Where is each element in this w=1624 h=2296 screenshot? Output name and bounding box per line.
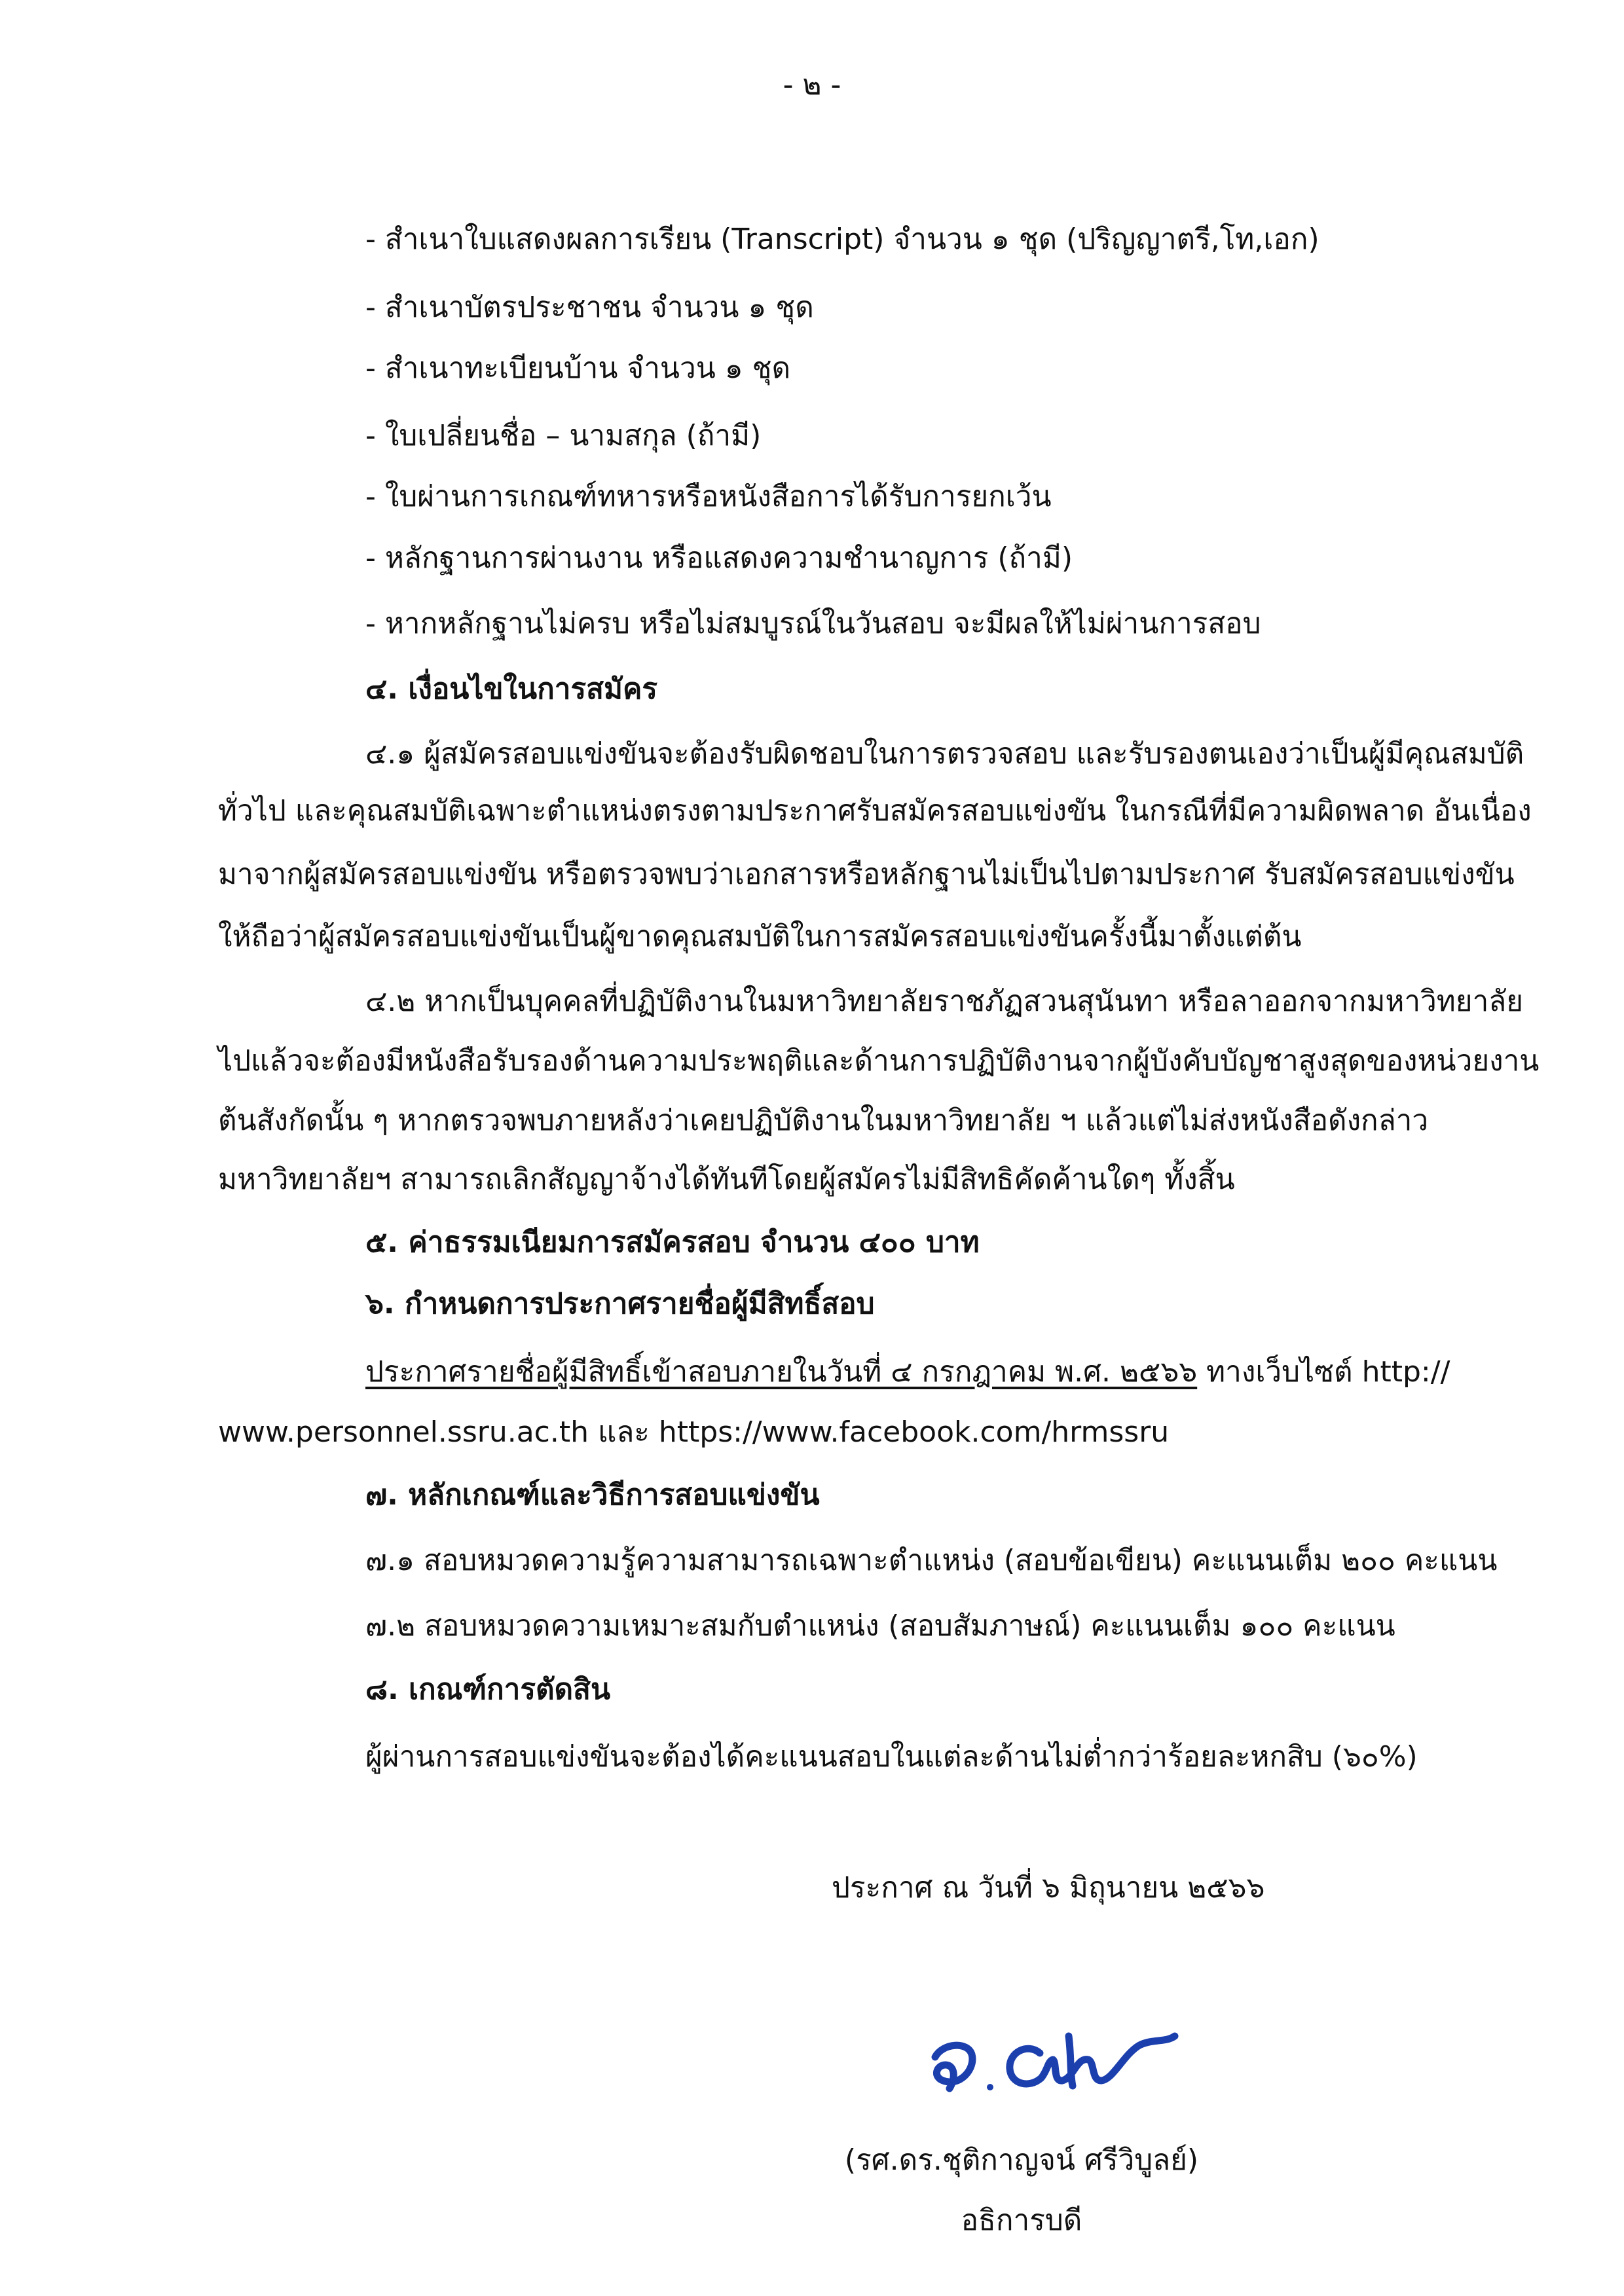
- paragraph-line: ให้ถือว่าผู้สมัครสอบแข่งขันเป็นผู้ขาดคุณสมบัติในการสมัครสอบแข่งขันครั้งนี้มาตั้งแต่ต้น: [218, 920, 1302, 953]
- exam-criteria-item: ๗.๒ สอบหมวดความเหมาะสมกับตำแหน่ง (สอบสัมภาษณ์) คะแนนเต็ม ๑๐๐ คะแนน: [365, 1609, 1395, 1643]
- section-5-heading: ๕. ค่าธรรมเนียมการสมัครสอบ จำนวน ๔๐๐ บาท: [365, 1226, 980, 1259]
- paragraph-line: ๔.๒ หากเป็นบุคคลที่ปฏิบัติงานในมหาวิทยาลัยราชภัฏสวนสุนันทา หรือลาออกจากมหาวิทยาลัย: [365, 985, 1524, 1018]
- section-4-heading: ๔. เงื่อนไขในการสมัคร: [365, 672, 658, 706]
- list-item: - หลักฐานการผ่านงาน หรือแสดงความชำนาญการ (ถ้ามี): [365, 541, 1073, 575]
- exam-criteria-item: ๗.๑ สอบหมวดความรู้ความสามารถเฉพาะตำแหน่ง (สอบข้อเขียน) คะแนนเต็ม ๒๐๐ คะแนน: [365, 1544, 1498, 1577]
- paragraph-line: มหาวิทยาลัยฯ สามารถเลิกสัญญาจ้างได้ทันทีโดยผู้สมัครไม่มีสิทธิคัดค้านใดๆ ทั้งสิ้น: [218, 1163, 1235, 1196]
- paragraph-line: ต้นสังกัดนั้น ๆ หากตรวจพบภายหลังว่าเคยปฏิบัติงานในมหาวิทยาลัย ฯ แล้วแต่ไม่ส่งหนังสือดังกล่าว: [218, 1104, 1429, 1137]
- website-urls: www.personnel.ssru.ac.th และ https://www.facebook.com/hrmssru: [218, 1415, 1170, 1449]
- website-label: ทางเว็บไซต์ http://: [1197, 1355, 1450, 1389]
- paragraph-line: มาจากผู้สมัครสอบแข่งขัน หรือตรวจพบว่าเอกสารหรือหลักฐานไม่เป็นไปตามประกาศ รับสมัครสอบแข่งขัน: [218, 858, 1515, 891]
- paragraph-line: ๔.๑ ผู้สมัครสอบแข่งขันจะต้องรับผิดชอบในการตรวจสอบ และรับรองตนเองว่าเป็นผู้มีคุณสมบัติ: [365, 737, 1524, 771]
- announcement-date: ประกาศ ณ วันที่ ๖ มิถุนายน ๒๕๖๖: [832, 1871, 1265, 1904]
- list-item: - หากหลักฐานไม่ครบ หรือไม่สมบูรณ์ในวันสอบ จะมีผลให้ไม่ผ่านการสอบ: [365, 607, 1261, 640]
- list-item: - สำเนาใบแสดงผลการเรียน (Transcript) จำนวน ๑ ชุด (ปริญญาตรี,โท,เอก): [365, 223, 1320, 256]
- signatory-title: อธิการบดี: [961, 2204, 1082, 2237]
- signatory-name: (รศ.ดร.ชุติกาญจน์ ศรีวิบูลย์): [844, 2143, 1199, 2177]
- section-8-heading: ๘. เกณฑ์การตัดสิน: [365, 1673, 611, 1706]
- announcement-date-underlined: ประกาศรายชื่อผู้มีสิทธิ์เข้าสอบภายในวันที่ ๔ กรกฎาคม พ.ศ. ๒๕๖๖: [365, 1355, 1198, 1389]
- list-item: - สำเนาทะเบียนบ้าน จำนวน ๑ ชุด: [365, 352, 791, 385]
- section-6-heading: ๖. กำหนดการประกาศรายชื่อผู้มีสิทธิ์สอบ: [365, 1287, 875, 1321]
- signature-image: [917, 1997, 1205, 2108]
- list-item: - ใบเปลี่ยนชื่อ – นามสกุล (ถ้ามี): [365, 419, 762, 452]
- announcement-schedule-line: [365, 1353, 1450, 1392]
- paragraph-line: ทั่วไป และคุณสมบัติเฉพาะตำแหน่งตรงตามประกาศรับสมัครสอบแข่งขัน ในกรณีที่มีความผิดพลาด อันเนื่อง: [218, 794, 1532, 828]
- page-number: - ๒ -: [783, 68, 841, 101]
- section-7-heading: ๗. หลักเกณฑ์และวิธีการสอบแข่งขัน: [365, 1478, 820, 1512]
- list-item: - ใบผ่านการเกณฑ์ทหารหรือหนังสือการได้รับการยกเว้น: [365, 480, 1052, 513]
- paragraph-line: ไปแล้วจะต้องมีหนังสือรับรองด้านความประพฤติและด้านการปฏิบัติงานจากผู้บังคับบัญชาสูงสุดของหน่วยงาน: [218, 1044, 1540, 1078]
- decision-criteria-text: ผู้ผ่านการสอบแข่งขันจะต้องได้คะแนนสอบในแต่ละด้านไม่ต่ำกว่าร้อยละหกสิบ (๖๐%): [365, 1740, 1418, 1774]
- list-item: - สำเนาบัตรประชาชน จำนวน ๑ ชุด: [365, 291, 814, 324]
